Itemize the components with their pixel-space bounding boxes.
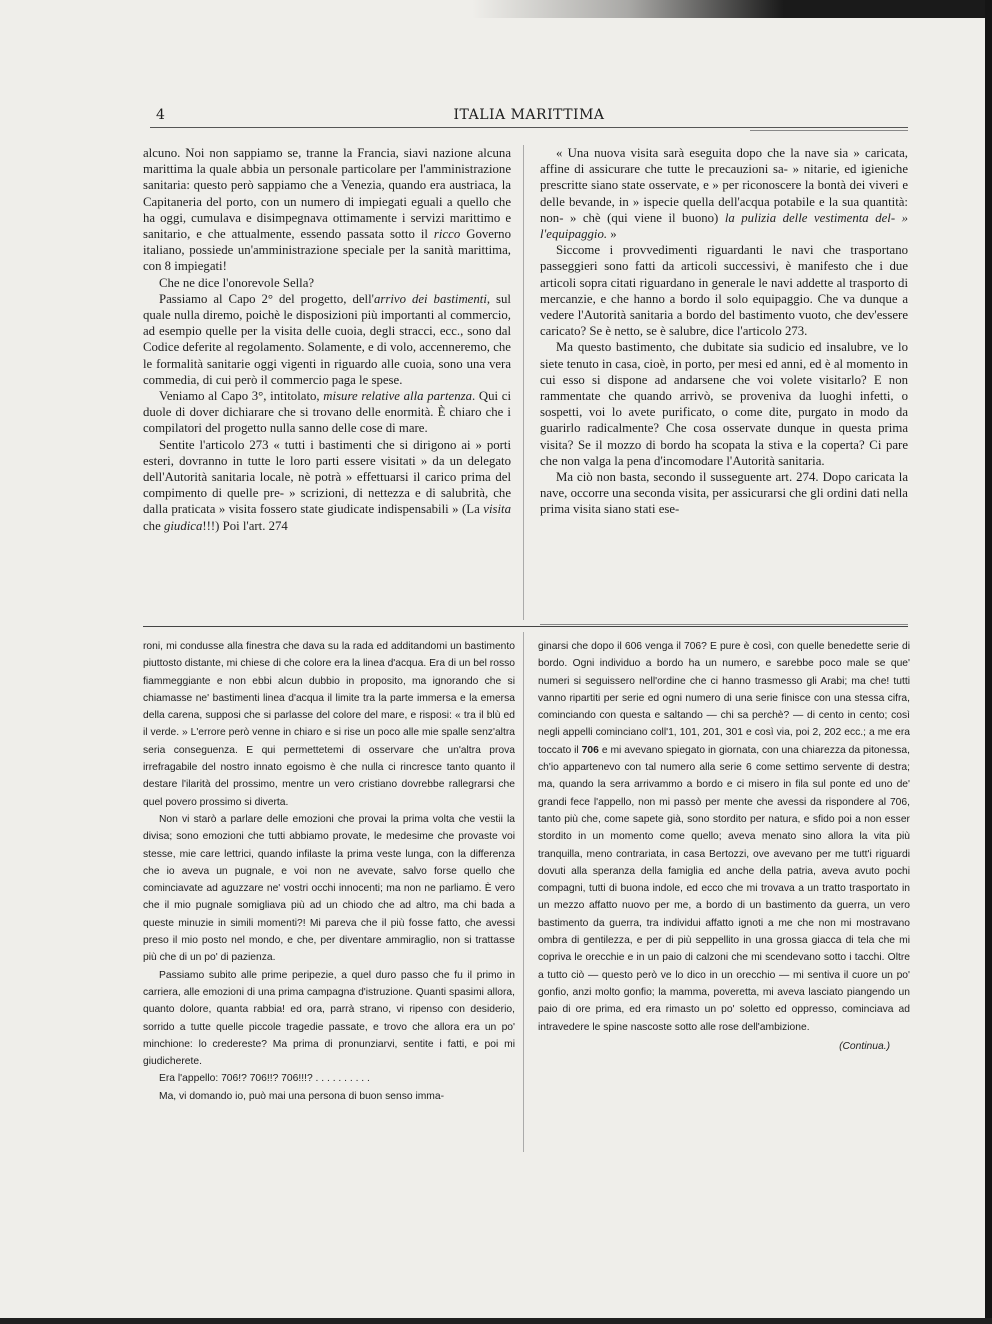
section-rule-secondary: [540, 624, 908, 625]
paragraph: alcuno. Noi non sappiamo se, tranne la Francia, siavi nazione alcuna marittima la quale abbia un personale particolare per l'amministrazione sanitaria: questo però sappiamo che a Venezia, quando era austriaca, la Capitaneria del porto, con un numero di impiegati eguali a quello che ha oggi, cumulava e disimpegnava ottimamente i servizi marittimo e sanitario, e che attualmente, essendo passata sotto il ricco Governo italiano, possiede un'amministrazione speciale per la sanità marittima, con 8 impiegati!: [143, 146, 511, 274]
scan-edge-right: [985, 0, 992, 1324]
bleed-through-mark: [420, 35, 520, 95]
paragraph: Ma ciò non basta, secondo il susseguente art. 274. Dopo caricata la nave, occorre una seconda visita, per assicurarsi che gli ordini dati nella prima visita siano stati ese-: [540, 470, 908, 517]
page-number: 4: [156, 107, 165, 123]
article-column-right: [540, 145, 908, 620]
paragraph: Veniamo al Capo 3°, intitolato, misure relative alla partenza. Qui ci duole di dover dichiarare che si trovano delle enormità. È chiaro che i compilatori del progetto nulla sanno delle cose di mare.: [143, 389, 511, 436]
page-header: [150, 104, 908, 126]
paragraph: « Una nuova visita sarà eseguita dopo che la nave sia » caricata, affine di assicurare che tutte le precauzioni sa- » nitarie, ed igieniche prescritte siano state osservate, e » per riconoscere la bontà dei viveri e delle bevande, in » ispecie quella dell'acqua potabile e la sua quantità: non- » chè (qui viene il buono) la pulizia delle vestimenta del- » l'equipaggio. »: [540, 146, 908, 242]
paragraph: Non vi starò a parlare delle emozioni che provai la prima volta che vestii la divisa; sono emozioni che tutti abbiamo provate, le medesime che provaste voi stesse, mie care lettrici, quando infilaste la prima veste lunga, con la differenza che io aveva un pugnale, e voi non ne avevate, salvo forse quello che cominciavate ad aguzzare ne' vostri occhi innocenti; ma non ne parliamo. È vero che il mio pugnale somigliava più ad un chiodo che ad altro, ma chi bada a queste minuzie in simili momenti?! Mi pareva che il più fosse fatto, che avessi preso il mio posto nel mondo, e che, per diventare ammiraglio, non si trattasse più che di un po' di pazienza.: [143, 813, 515, 964]
paragraph: roni, mi condusse alla finestra che dava su la rada ed additandomi un bastimento piuttosto distante, mi chiese di che colore era la linea d'acqua. Era di un bel rosso fiammeggiante e non ebbi alcun dubbio in proposito, ma ignorando che si chiamasse ne' bastimenti linea d'acqua il limite tra la parte immersa e la emersa della carena, supposi che si parlasse del colore del mare, e risposi: « tra il blù ed il verde. » L'errore però venne in chiaro e si rise un poco alle mie spalle senz'altra seria conseguenza. E qui permettetemi di osservare che un'altra prova irrefragabile del nostro innato egoismo è che nulla ci rincresce tanto quanto il destare l'ilarità del prossimo, mentre un vero cristiano dovrebbe rallegrarsi che quel povero prossimo si diverta.: [143, 641, 515, 808]
paragraph: Che ne dice l'onorevole Sella?: [159, 275, 315, 290]
paragraph: Era l'appello: 706!? 706!!? 706!!!? . . . . . . . . . .: [159, 1073, 370, 1085]
header-rule-secondary: [750, 130, 908, 131]
column-divider: [523, 632, 524, 1152]
scan-edge-bottom: [0, 1318, 992, 1324]
paragraph: Sentite l'articolo 273 « tutti i bastimenti che si dirigono ai » porti esteri, dovranno in tutte le loro parti essere visitati » da un delegato dell'Autorità sanitaria locale, nè potrà » effettuarsi il carico prima del compimento di quelle pre- » scrizioni, di nettezza e di salubrità, che dalla praticata » visita fossero state giudicate indispensabili » (La visita che giudica!!!) Poi l'art. 274: [143, 437, 511, 533]
running-head: ITALIA MARITTIMA: [453, 107, 605, 123]
continua-note: (Continua.): [839, 1040, 890, 1052]
feuilleton-column-left: [143, 638, 515, 1158]
paragraph: Passiamo al Capo 2° del progetto, dell'arrivo dei bastimenti, sul quale nulla diremo, poichè le disposizioni più importanti al commercio, ad esempio quelle per la visita delle cuoia, degli stracci, ecc., sono dal Codice deferite al regolamento. Solamente, e di volo, accenneremo, che le formalità sanitarie oggi vigenti in riguardo alle cuoia, sono una vera commedia, di cui però il commercio paga le spese.: [143, 291, 511, 387]
column-divider: [523, 145, 524, 620]
paragraph: ginarsi che dopo il 606 venga il 706? E pure è così, con quelle benedette serie di bordo. Ogni individuo a bordo ha un numero, e sarebbe poco male se que' numeri si seguissero nell'ordine che ci hanno trasmesso gli Arabi; ma che! tutti vanno ripartiti per serie ed ogni numero di una serie finisce con una stessa cifra, cominciando con questa e saltando — chi sa perchè? — di cento in cento; così negli appelli cominciano coll'1, 101, 201, 301 e così via, poi 2, 202 ecc.; a me era toccato il 706 e mi avevano spiegato in giornata, con una chiarezza da pitonessa, ch'io appartenevo con tal numero alla serie 6 come settimo servente di destra; ma, quando la sera arrivammo a bordo e ci misero in fila sul ponte ed uno de' grandi fece l'appello, non mi passò per mente che avessi da rispondere al 706, tanto più che, come sapete già, sono stordito per natura, e sfido poi a non esser stordito in un momento come quello; aveva menato sino allora la vita più tranquilla, meno contrariata, in casa Bertozzi, ove avevano per me tutt'i riguardi dovuti alla speranza della famiglia ed anche della patria, aveva avuto pochi compagni, tutti di buona indole, ed ecco che mi trovava a un tratto trasportato in un mezzo affatto nuovo per me, a bordo di un bastimento da guerra, un vero bastimento da guerra, tra individui affatto ignoti a me che non mi mostravano ombra di gentilezza, e per di più seppellito in una grossa giacca di tela che mi copriva le orecchie e in un paio di calzoni che mi scendevano sotto i tacchi. Oltre a tutto ciò — questo però ve lo dico in un orecchio — mi sentiva il cuore un po' gonfio, anzi molto gonfio; la mamma, poveretta, mi aveva lasciato piangendo un paio di ore prima, ed era rimasto un po' soletto ed oppresso, cominciava ad intravedere le spine nascoste sotto alle rose dell'ambizione.: [538, 641, 910, 1033]
paragraph: Ma questo bastimento, che dubitate sia sudicio ed insalubre, ve lo siete tenuto in casa, cioè, in porto, per mesi ed anni, ed è al momento in cui esso si dispone ad andarsene che voi volete visitarlo? E non rammentate che quando arrivò, se proveniva da luoghi infetti, o sospetti, voi lo avete purificato, o come dite, purgato in modo da guarirlo radicalmente? Che cosa osservate dunque in questa prima visita? Se il mozzo di bordo ha scopata la stiva e la coperta? Ci pare che non valga la pena d'incomodare l'Autorità sanitaria.: [540, 340, 908, 468]
paragraph: Passiamo subito alle prime peripezie, a quel duro passo che fu il primo in carriera, alle emozioni di una prima campagna d'istruzione. Quanti spasimi allora, quanto dolore, quanta rabbia! ed ora, parrà strano, vi ripenso con desiderio, sorrido a tutte quelle piccole tragedie passate, e trovo che allora era un po' minchione: lo credereste? Ma prima di pronunziarvi, sentite i fatti, e poi mi giudicherete.: [143, 969, 515, 1068]
paragraph: Ma, vi domando io, può mai una persona di buon senso imma-: [159, 1090, 445, 1102]
header-rule: [150, 127, 908, 128]
article-column-left: [143, 145, 511, 620]
paragraph: Siccome i provvedimenti riguardanti le navi che trasportano passeggieri sono fatti da articoli successivi, è manifesto che i due articoli sopra citati riguardano in generale le navi addette al trasporto di mercanzie, e che hanno a bordo il solo equipaggio. Che va dunque a vedere l'Autorità sanitaria a bordo del bastimento vuoto, che dev'essere caricato? Se è netto, se è salubre, dice l'articolo 273.: [540, 243, 908, 339]
scan-edge-top: [472, 0, 992, 18]
section-rule: [143, 626, 908, 627]
feuilleton-column-right: [538, 638, 910, 1158]
